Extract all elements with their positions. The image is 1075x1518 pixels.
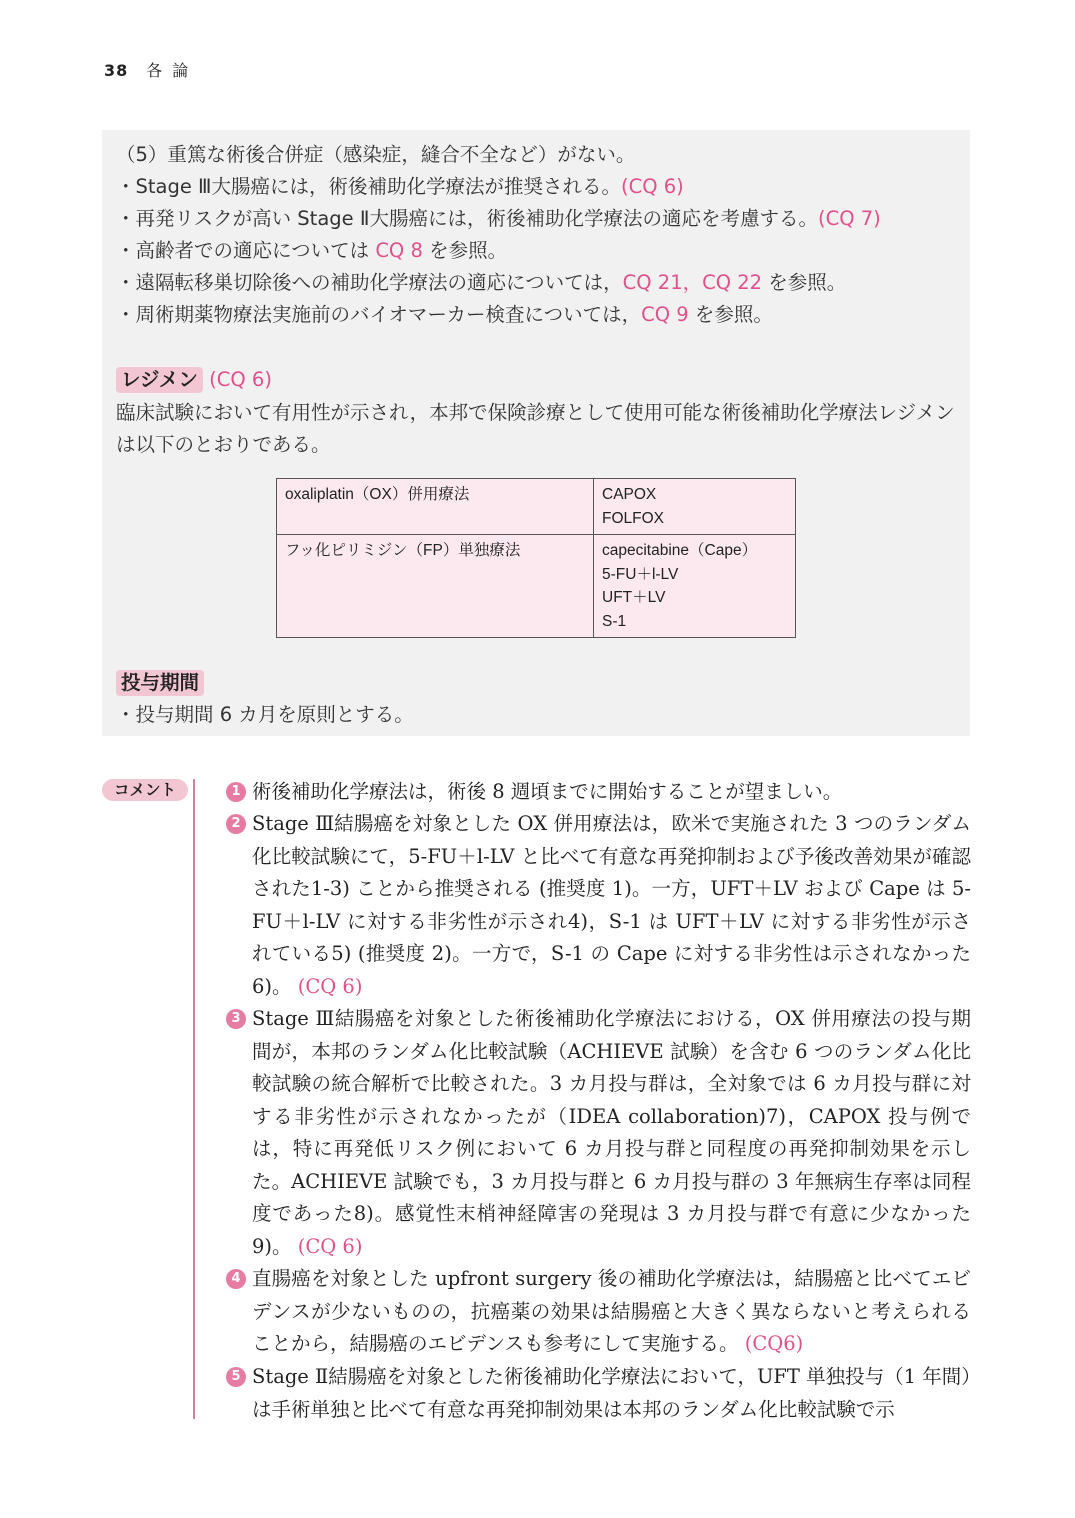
regimen-item: 5-FU＋l-LV [602, 565, 679, 583]
cq-link[interactable]: (CQ 6) [621, 175, 684, 198]
regimen-item: CAPOX [602, 486, 657, 503]
bullet-stage3 [116, 172, 684, 202]
regimen-name: oxaliplatin（OX）併用療法 [277, 479, 594, 535]
bullet-text: ・周術期薬物療法実施前のバイオマーカー検査については， [116, 303, 642, 326]
regimen-item: FOLFOX [602, 509, 665, 527]
comment-text: Stage Ⅲ結腸癌を対象とした術後補助化学療法における，OX 併用療法の投与期間が，本邦のランダム化比較試験（ACHIEVE 試験）を含む 6 つのランダム化比較試験の統合解析で比較された。3 カ月投与群は，全対象では 6 カ月投与群に対する非劣性が示されなかったが（IDEA collaboration)7)，CAPOX 投与例では，特に再発低リスク例において 6 カ月投与群と同程度の再発抑制効果を示した。ACHIEVE 試験でも，3 カ月投与群と 6 カ月投与群の 3 年無病生存率は同程度であった8)。感覚性末梢神経障害の発現は 3 カ月投与群で有意に少なかった9)。 [252, 1007, 971, 1258]
regimen-item: S-1 [602, 612, 627, 630]
regimen-tag: レジメン [116, 367, 203, 393]
comment-text: 術後補助化学療法は，術後 8 週頃までに開始することが望ましい。 [252, 780, 843, 803]
number-badge: 1 [226, 782, 246, 802]
comment-text: 直腸癌を対象とした upfront surgery 後の補助化学療法は，結腸癌と比べてエビデンスが少ないものの，抗癌薬の効果は結腸癌と大きく異ならないと考えられることから，結腸癌のエビデンスも参考にして実施する。 [252, 1267, 971, 1355]
bullet-text: ・高齢者での適応については [116, 239, 376, 262]
cq-link[interactable]: (CQ 6) [297, 974, 363, 998]
section-title: 各論 [146, 61, 199, 80]
duration-tag: 投与期間 [116, 670, 204, 696]
comment-divider [193, 779, 195, 1419]
number-badge: 3 [226, 1009, 246, 1029]
cq-link[interactable]: CQ 9 [641, 303, 689, 326]
bullet-text: ・再発リスクが高い Stage Ⅱ大腸癌には，術後補助化学療法の適応を考慮する。 [116, 207, 818, 230]
bullet-text: を参照。 [688, 303, 773, 326]
regimen-heading [116, 365, 272, 395]
page-header [104, 58, 198, 81]
bullet-text: ・遠隔転移巣切除後への補助化学療法の適応については， [116, 271, 623, 294]
comment-item-1 [226, 776, 971, 809]
cq-link[interactable]: (CQ 6) [297, 1234, 363, 1258]
bullet-biomarker [116, 300, 773, 330]
regimen-item: capecitabine（Cape） [602, 542, 758, 559]
bullet-stage2 [116, 204, 881, 234]
table-row [277, 535, 796, 638]
comment-text: Stage Ⅲ結腸癌を対象とした OX 併用療法は，欧米で実施された 3 つのランダム化比較試験にて，5-FU＋l-LV と比べて有意な再発抑制および予後改善効果が確認された1-3) ことから推奨される (推奨度 1)。一方，UFT＋LV および Cape は 5-FU＋l-LV に対する非劣性が示され4)，S-1 は UFT＋LV に対する非劣性が示されている5) (推奨度 2)。一方で，S-1 の Cape に対する非劣性は示されなかった6)。 [252, 812, 971, 998]
bullet-text: を参照。 [762, 271, 847, 294]
page-number: 38 [104, 61, 129, 80]
number-badge: 2 [226, 814, 246, 834]
comment-item-3 [226, 1003, 971, 1263]
regimen-description: 臨床試験において有用性が示され，本邦で保険診療として使用可能な術後補助化学療法レジメンは以下のとおりである。 [116, 401, 955, 456]
regimen-name: フッ化ピリミジン（FP）単独療法 [277, 535, 594, 638]
cq-link[interactable]: CQ 8 [375, 239, 423, 262]
bullet-metastasis [116, 268, 846, 298]
regimen-item: UFT＋LV [602, 589, 666, 606]
bullet-elderly [116, 236, 507, 266]
comment-item-2 [226, 808, 971, 1003]
table-row [277, 479, 796, 535]
duration-text: ・投与期間 6 カ月を原則とする。 [116, 703, 414, 726]
bullet-text: ・Stage Ⅲ大腸癌には，術後補助化学療法が推奨される。 [116, 175, 621, 198]
comment-tag: コメント [102, 779, 188, 801]
bullet-text: を参照。 [422, 239, 508, 262]
regimen-items [594, 479, 796, 535]
cq-link[interactable]: CQ 21，CQ 22 [622, 271, 763, 294]
comment-item-5 [226, 1361, 971, 1426]
number-badge: 4 [226, 1269, 246, 1289]
comment-text: Stage Ⅱ結腸癌を対象とした術後補助化学療法において，UFT 単独投与（1 年間）は手術単独と比べて有意な再発抑制効果は本邦のランダム化比較試験で示 [252, 1365, 971, 1421]
cq-link[interactable]: (CQ6) [744, 1332, 804, 1355]
number-badge: 5 [226, 1367, 246, 1387]
duration-heading [116, 668, 204, 698]
cq-link[interactable]: (CQ 7) [817, 207, 881, 230]
cq-link[interactable]: (CQ 6) [209, 368, 272, 391]
regimen-table [276, 478, 796, 638]
condition-line: （5）重篤な術後合併症（感染症，縫合不全など）がない。 [116, 143, 636, 166]
regimen-items [594, 535, 796, 638]
comment-item-4 [226, 1263, 971, 1361]
